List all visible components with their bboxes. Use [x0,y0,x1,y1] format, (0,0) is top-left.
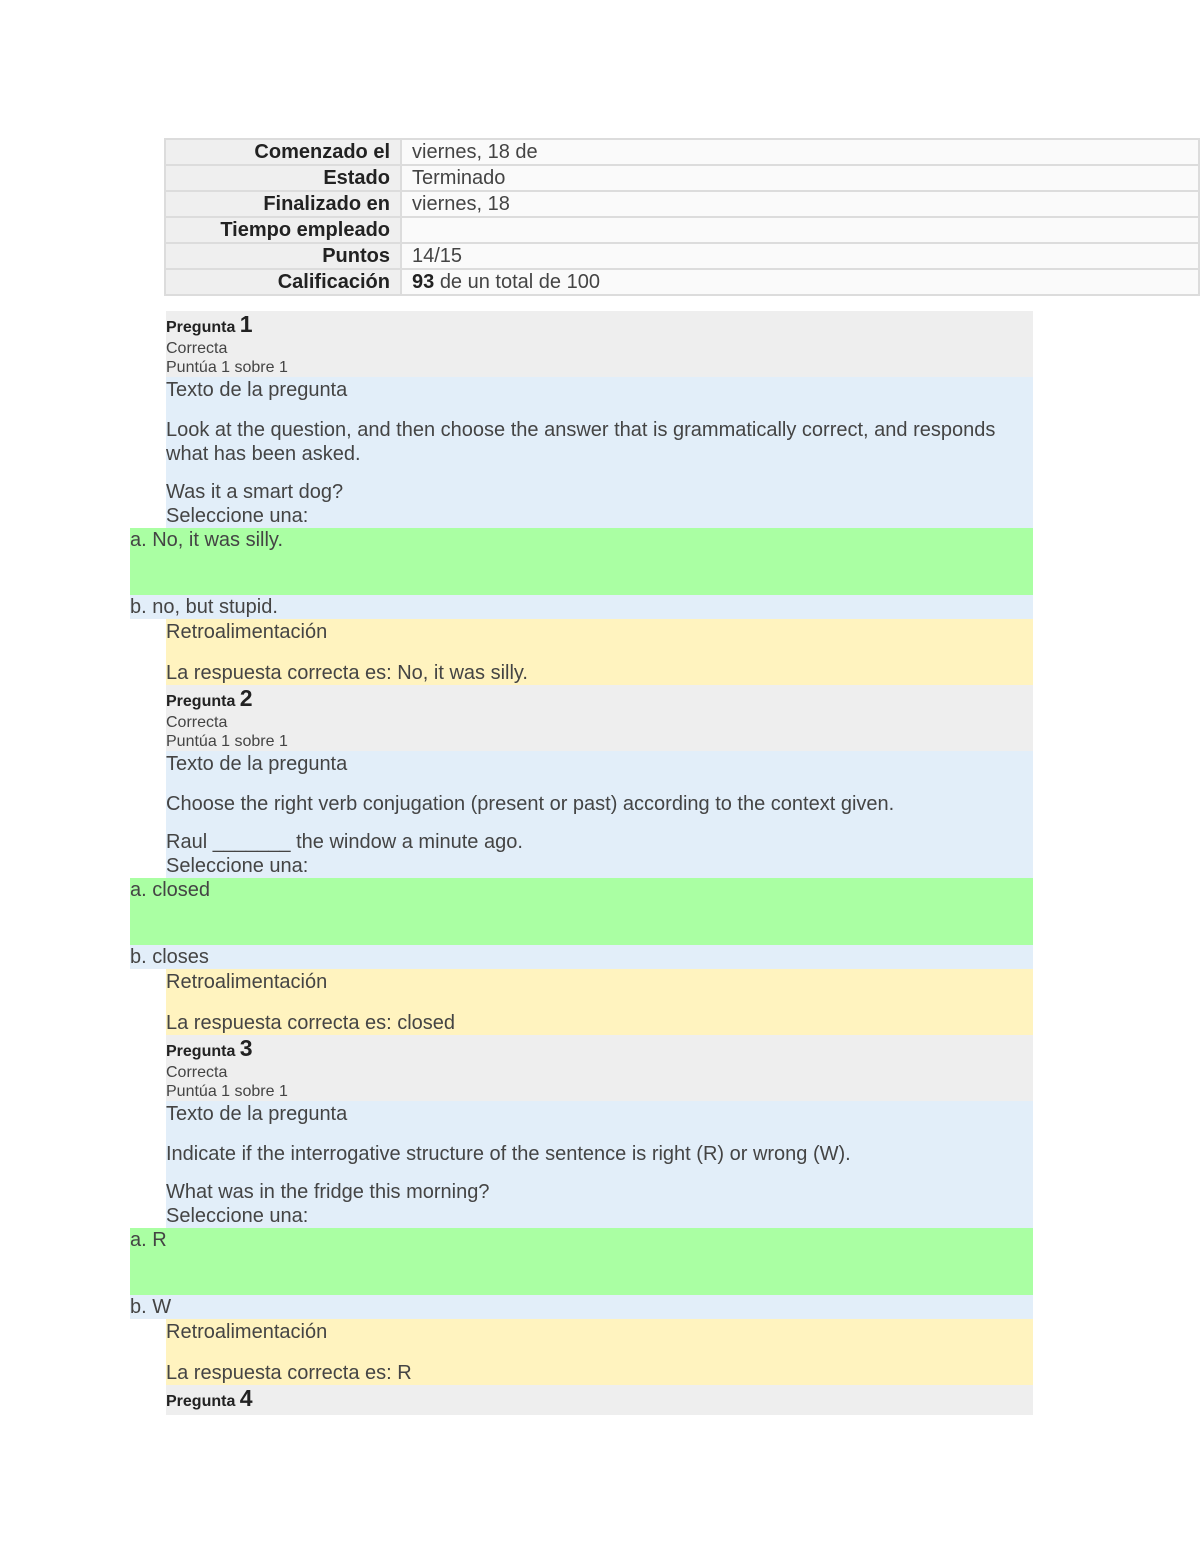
question-text-heading: Texto de la pregunta [166,1103,348,1125]
question-info [166,1035,1033,1101]
question-info [166,311,1033,377]
feedback-box [166,969,1033,1035]
question-formulation [166,377,1033,528]
question-4 [0,1385,1200,1415]
answer-option-a[interactable]: a. closed [130,878,1033,945]
answer-option-b[interactable]: b. no, but stupid. [130,595,1033,619]
answer-option-b[interactable]: b. closes [130,945,1033,969]
summary-label: Finalizado en [165,191,401,217]
summary-row-time-taken [165,217,1199,243]
grade-total-text: de un total de 100 [439,271,600,293]
summary-value: viernes, 18 de [401,139,1199,165]
question-number [166,687,1033,713]
question-number [166,1387,1033,1413]
summary-label: Puntos [165,243,401,269]
summary-value: Terminado [401,165,1199,191]
summary-row-points [165,243,1199,269]
question-text-heading: Texto de la pregunta [166,753,348,775]
question-info [166,1385,1033,1415]
right-answer-text: La respuesta correcta es: R [166,1362,412,1384]
question-number-value: 2 [239,685,253,711]
question-formulation [166,751,1033,878]
question-formulation [166,1101,1033,1228]
question-word: Pregunta [166,693,236,710]
feedback-box [166,619,1033,685]
summary-row-state [165,165,1199,191]
question-sentence: Raul _______ the window a minute ago. [166,831,523,853]
question-number [166,1037,1033,1063]
question-number-value: 3 [239,1035,253,1061]
summary-label: Calificación [165,269,401,295]
question-text: Indicate if the interrogative structure of the sentence is right (R) or wrong (W). [166,1143,851,1165]
summary-value: 14/15 [401,243,1199,269]
question-grade: Puntúa 1 sobre 1 [166,359,288,376]
summary-label: Comenzado el [165,139,401,165]
right-answer-text: La respuesta correcta es: No, it was silly. [166,662,528,684]
feedback-heading: Retroalimentación [166,621,328,643]
question-text: Look at the question, and then choose the answer that is grammatically correct, and responds what has been asked. [166,419,996,465]
question-grade: Puntúa 1 sobre 1 [166,1083,288,1100]
question-sentence: Was it a smart dog? [166,481,344,503]
select-one-prompt: Seleccione una: [166,1205,309,1227]
summary-label: Estado [165,165,401,191]
summary-row-finished [165,191,1199,217]
question-1 [0,311,1200,685]
question-number-value: 4 [239,1385,253,1411]
question-state: Correcta [166,1064,228,1081]
question-state: Correcta [166,714,228,731]
question-word: Pregunta [166,1393,236,1410]
right-answer-text: La respuesta correcta es: closed [166,1012,456,1034]
question-text: Choose the right verb conjugation (present or past) according to the context given. [166,793,895,815]
attempt-summary-table [164,138,1200,296]
question-word: Pregunta [166,1043,236,1060]
answer-option-a[interactable]: a. R [130,1228,1033,1295]
feedback-box [166,1319,1033,1385]
select-one-prompt: Seleccione una: [166,855,309,877]
question-text-heading: Texto de la pregunta [166,379,348,401]
question-state: Correcta [166,340,228,357]
question-number [166,313,1033,339]
answer-options [130,528,1033,619]
question-3 [0,1035,1200,1385]
feedback-heading: Retroalimentación [166,1321,328,1343]
answer-option-b[interactable]: b. W [130,1295,1033,1319]
summary-row-grade [165,269,1199,295]
answer-options [130,878,1033,969]
feedback-heading: Retroalimentación [166,971,328,993]
summary-label: Tiempo empleado [165,217,401,243]
select-one-prompt: Seleccione una: [166,505,309,527]
summary-value [401,269,1199,295]
question-word: Pregunta [166,319,236,336]
grade-score: 93 [412,271,435,293]
question-sentence: What was in the fridge this morning? [166,1181,490,1203]
summary-value: viernes, 18 [401,191,1199,217]
question-info [166,685,1033,751]
question-2 [0,685,1200,1035]
question-number-value: 1 [239,311,253,337]
answer-options [130,1228,1033,1319]
summary-row-started [165,139,1199,165]
questions-list [0,311,1200,1415]
summary-value [401,217,1199,243]
question-grade: Puntúa 1 sobre 1 [166,733,288,750]
answer-option-a[interactable]: a. No, it was silly. [130,528,1033,595]
